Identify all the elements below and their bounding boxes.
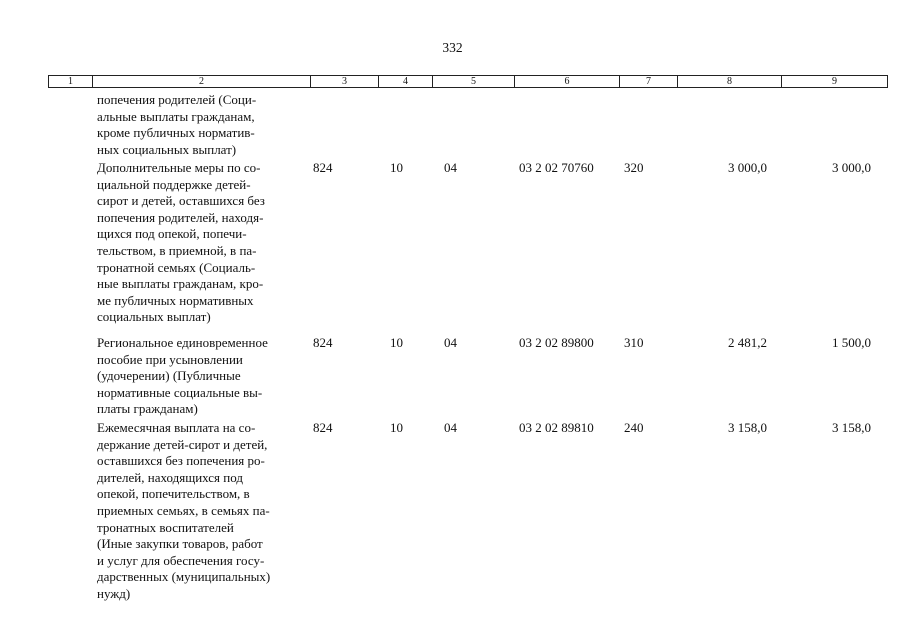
row-name: попечения родителей (Соци- альные выплаты гражданам, кроме публичных норматив- ных социальных выплат) xyxy=(97,92,257,157)
row-amount-1: 2 481,2 xyxy=(728,335,767,350)
row-expense-type: 240 xyxy=(624,420,644,435)
row-target-article: 03 2 02 89810 xyxy=(519,420,594,435)
row-ministry-code: 824 xyxy=(313,160,333,175)
header-col-5: 5 xyxy=(432,76,514,87)
row-subsection-code: 04 xyxy=(444,160,457,175)
row-amount-2: 1 500,0 xyxy=(832,335,871,350)
row-target-article: 03 2 02 70760 xyxy=(519,160,594,175)
row-section-code: 10 xyxy=(390,420,403,435)
row-amount-2: 3 158,0 xyxy=(832,420,871,435)
header-col-6: 6 xyxy=(514,76,619,87)
row-amount-1: 3 000,0 xyxy=(728,160,767,175)
row-subsection-code: 04 xyxy=(444,420,457,435)
row-section-code: 10 xyxy=(390,160,403,175)
row-expense-type: 310 xyxy=(624,335,644,350)
row-ministry-code: 824 xyxy=(313,335,333,350)
header-col-7: 7 xyxy=(619,76,677,87)
row-name: Ежемесячная выплата на со- держание детей-сирот и детей, оставшихся без попечения ро- дителей, находящихся под опекой, попечительством, в приемных семьях, в семьях па- тронатных воспитателей (Иные закупки товаров, работ и услуг для обеспечения госу- дарственных (муниципальных) нужд) xyxy=(97,420,271,601)
row-ministry-code: 824 xyxy=(313,420,333,435)
column-number-header xyxy=(48,75,888,88)
row-amount-2: 3 000,0 xyxy=(832,160,871,175)
header-col-1: 1 xyxy=(68,76,73,87)
header-col-9: 9 xyxy=(781,76,887,87)
row-subsection-code: 04 xyxy=(444,335,457,350)
row-section-code: 10 xyxy=(390,335,403,350)
header-col-3: 3 xyxy=(310,76,378,87)
row-name: Региональное единовременное пособие при усыновлении (удочерении) (Публичные нормативные социальные вы- платы гражданам) xyxy=(97,335,268,417)
row-name: Дополнительные меры по со- циальной поддержке детей- сирот и детей, оставшихся без попечения родителей, находя- щихся под опекой, попечи- тельством, в приемной, в па- тронатной семьях (Социаль- ные выплаты гражданам, кро- ме публичных нормативных социальных выплат) xyxy=(97,160,265,325)
row-amount-1: 3 158,0 xyxy=(728,420,767,435)
row-expense-type: 320 xyxy=(624,160,644,175)
header-col-8: 8 xyxy=(677,76,781,87)
header-col-2: 2 xyxy=(92,76,310,87)
page-number: 332 xyxy=(442,40,463,55)
header-col-4: 4 xyxy=(378,76,432,87)
row-target-article: 03 2 02 89800 xyxy=(519,335,594,350)
